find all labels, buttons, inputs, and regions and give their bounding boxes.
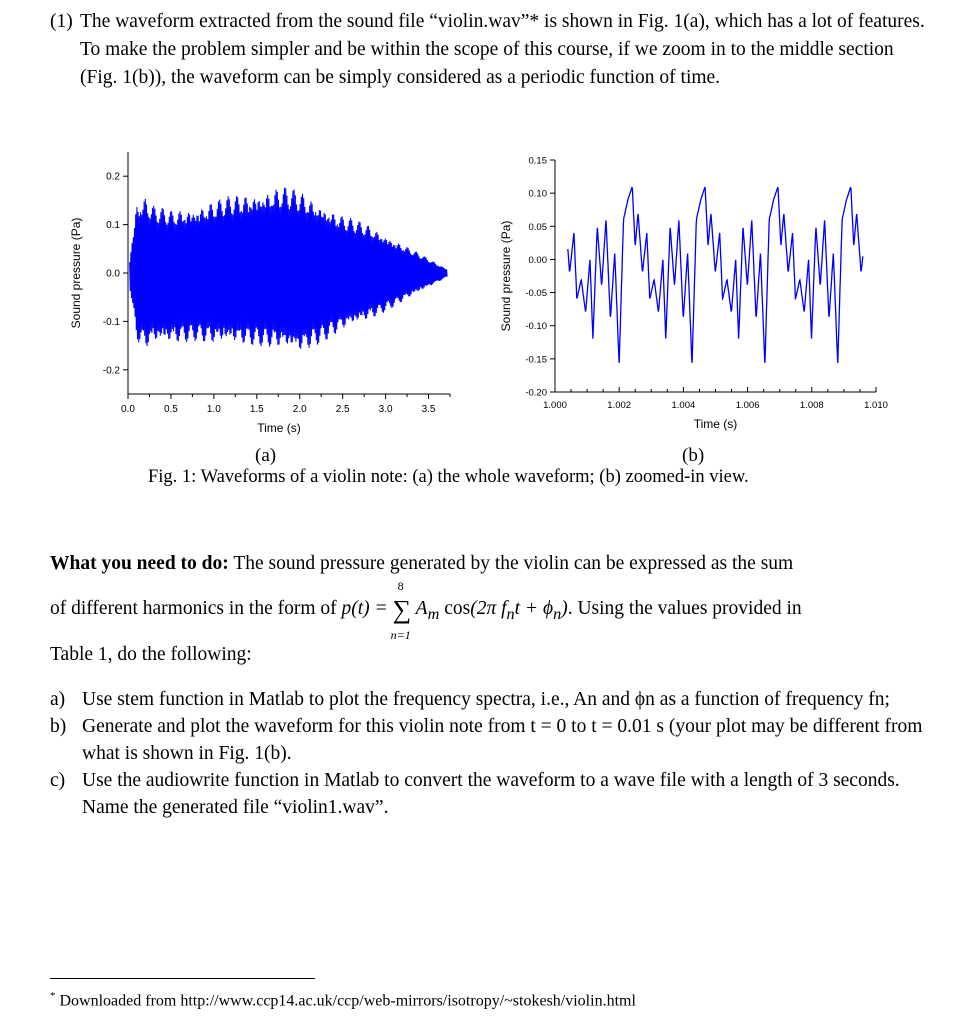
y-tick-label: -0.05 bbox=[525, 288, 547, 300]
task-paragraph bbox=[50, 550, 930, 578]
footnote-rule bbox=[50, 978, 315, 979]
x-axis-label: Time (s) bbox=[257, 421, 301, 435]
y-tick-label: -0.15 bbox=[525, 354, 547, 366]
subfigure-label-a: (a) bbox=[255, 445, 277, 466]
x-tick-label: 1.006 bbox=[735, 400, 760, 411]
y-tick-label: 0.2 bbox=[106, 171, 120, 183]
y-tick-label: -0.2 bbox=[102, 365, 120, 377]
y-tick-label: -0.20 bbox=[525, 387, 547, 399]
x-tick-label: 0.5 bbox=[163, 404, 178, 415]
y-tick-label: 0.1 bbox=[106, 220, 120, 232]
equation-prefix: of different harmonics in the form of bbox=[50, 598, 337, 619]
x-tick-label: 1.008 bbox=[799, 400, 824, 411]
x-tick-label: 1.000 bbox=[543, 400, 567, 411]
waveform-a-line bbox=[130, 188, 447, 349]
y-axis-label: Sound pressure (Pa) bbox=[69, 217, 83, 329]
item-text: Use the audiowrite function in Matlab to convert the waveform to a wave file with a length of 3 seconds. Name the generated file “violin1.wav”. bbox=[82, 770, 900, 818]
figure-1 bbox=[0, 0, 958, 470]
intro-text: The waveform extracted from the sound file “violin.wav”* is shown in Fig. 1(a), which has a lot of features. To make the problem simpler and be within the scope of this course, if we zoom in to the middle section (Fig. 1(b)), the waveform can be simply considered as a periodic function of time. bbox=[80, 11, 925, 88]
footnote-text: Downloaded from http://www.ccp14.ac.uk/ccp/web-mirrors/isotropy/~stokesh/violin.html bbox=[59, 992, 636, 1010]
y-tick-label: 0.05 bbox=[528, 221, 547, 233]
y-tick-label: -0.10 bbox=[525, 321, 547, 333]
subfigure-label-b: (b) bbox=[682, 445, 705, 466]
x-tick-label: 0.0 bbox=[121, 404, 135, 415]
x-tick-label: 3.0 bbox=[378, 404, 393, 415]
item-label: b) bbox=[50, 716, 67, 737]
chart-b-zoomed-waveform bbox=[499, 156, 888, 432]
task-lead: What you need to do: bbox=[50, 553, 229, 574]
list-item bbox=[50, 767, 930, 821]
item-label: c) bbox=[50, 770, 66, 791]
equation-suffix: . Using the values provided in bbox=[567, 598, 802, 619]
y-tick-label: 0.15 bbox=[528, 155, 547, 167]
x-tick-label: 1.002 bbox=[607, 400, 632, 411]
x-tick-label: 2.0 bbox=[292, 404, 307, 415]
task-list bbox=[50, 686, 930, 821]
question-number: (1) bbox=[50, 11, 73, 32]
footnote-mark: * bbox=[50, 990, 56, 1002]
x-tick-label: 1.010 bbox=[864, 400, 888, 411]
item-text: Generate and plot the waveform for this violin note from t = 0 to t = 0.01 s (your plot may be different from what is shown in Fig. 1(b). bbox=[82, 716, 923, 764]
item-text: Use stem function in Matlab to plot the frequency spectra, i.e., An and ϕn as a function of frequency fn; bbox=[82, 689, 890, 710]
x-axis-label: Time (s) bbox=[693, 417, 738, 431]
task-text: The sound pressure generated by the violin can be expressed as the sum bbox=[233, 553, 794, 574]
figure-caption: Fig. 1: Waveforms of a violin note: (a) the whole waveform; (b) zoomed-in view. bbox=[148, 467, 749, 487]
equation-line bbox=[50, 579, 802, 642]
x-tick-label: 1.0 bbox=[206, 404, 221, 415]
item-label: a) bbox=[50, 689, 66, 710]
y-tick-label: 0.00 bbox=[528, 254, 547, 266]
list-item bbox=[50, 713, 930, 767]
chart-a-whole-waveform bbox=[69, 152, 450, 435]
y-tick-label: 0.10 bbox=[528, 188, 547, 200]
table-reference: Table 1, do the following: bbox=[50, 644, 252, 665]
x-tick-label: 3.5 bbox=[421, 404, 436, 415]
waveform-b-line bbox=[568, 187, 863, 363]
x-tick-label: 1.004 bbox=[671, 400, 696, 411]
y-axis-label: Sound pressure (Pa) bbox=[499, 220, 513, 332]
x-tick-label: 2.5 bbox=[335, 404, 350, 415]
y-tick-label: -0.1 bbox=[102, 316, 120, 328]
harmonic-sum-equation: p(t) = ∑ 8 n=1 $A_m$ cos(2π $f_nt + \phi_n$) bbox=[341, 579, 568, 642]
x-tick-label: 1.5 bbox=[249, 404, 264, 415]
list-item bbox=[50, 686, 930, 713]
footnote bbox=[50, 990, 636, 1010]
y-tick-label: 0.0 bbox=[106, 268, 120, 280]
